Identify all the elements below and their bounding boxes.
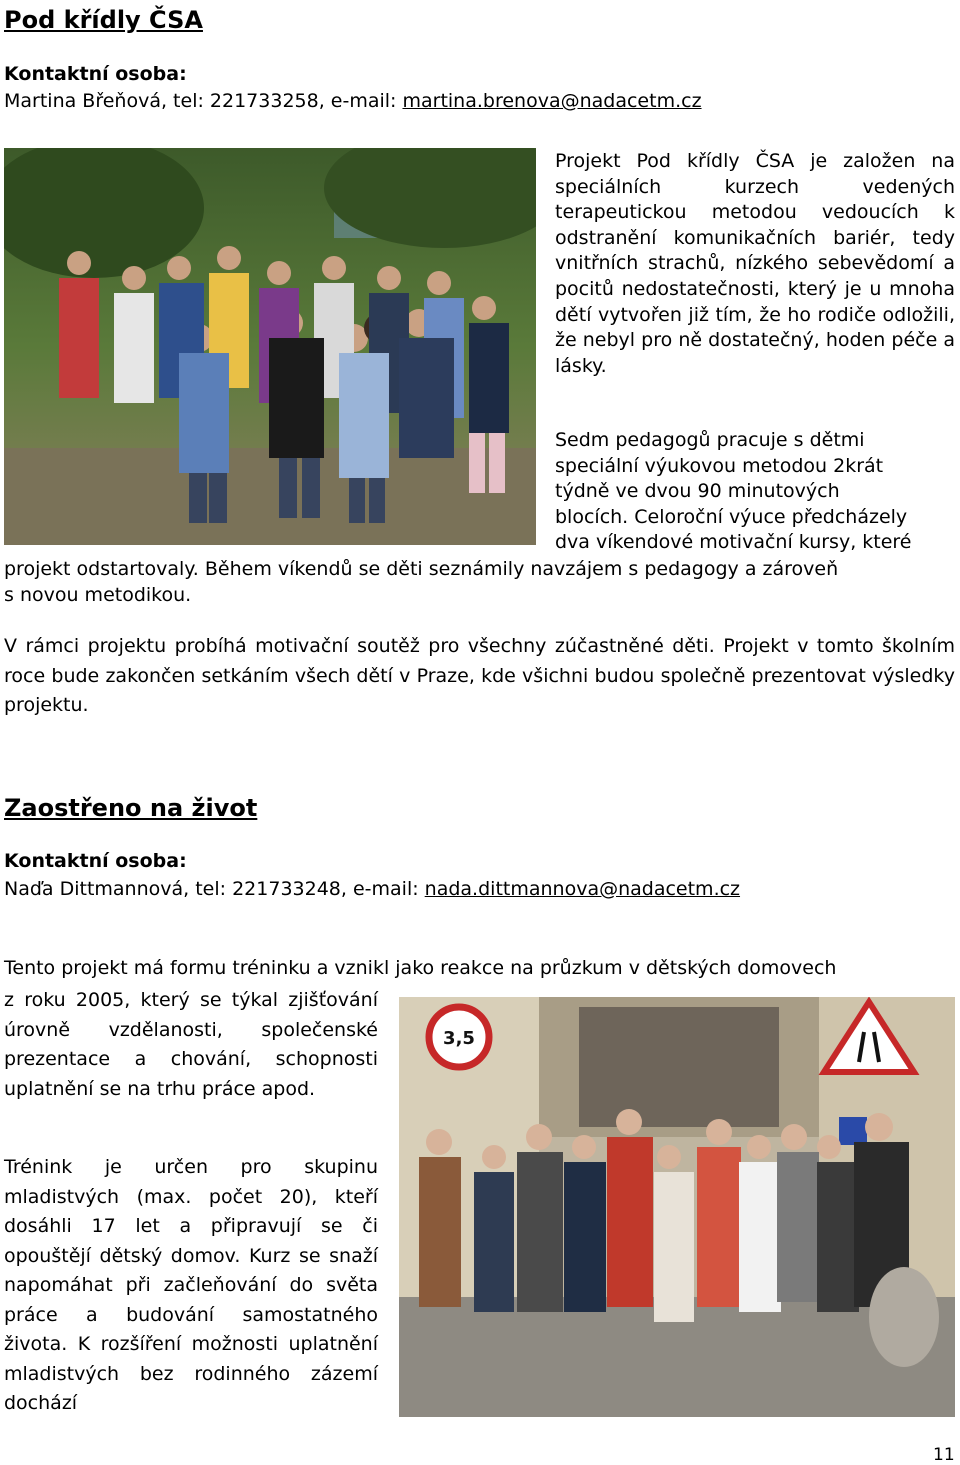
email-link-1[interactable]: martina.brenova@nadacetm.cz	[402, 90, 702, 112]
paragraph-project-intro: Projekt Pod křídly ČSA je založen na speciálních kurzech vedených terapeutickou metodou vedoucích k odstranění komunikačních bariér, tedy vnitřních strachů, nízkého sebevědomí a pocitů nedostatečnosti, který je u mnoha dětí vytvořen již tím, že ho rodiče odložili, že nebyl pro ně dostatečný, hoden péče a lásky.	[555, 150, 955, 377]
para2-continuation	[4, 556, 838, 608]
para2-cont-line-1: projekt odstartovaly. Během víkendů se děti seznámily navzájem s pedagogy a zároveň	[4, 558, 839, 580]
photo-group-children-park	[4, 148, 536, 545]
para2-cont-line-2: s novou metodikou.	[4, 584, 192, 606]
para2-line-4: blocích. Celoroční výuce předcházely	[555, 505, 908, 528]
section-title-pod-kridly: Pod křídly ČSA	[4, 6, 203, 34]
para-zaostreno-first-line: Tento projekt má formu tréninku a vznikl jako reakce na průzkum v dětských domovech	[4, 957, 837, 979]
photo-group-children-park-image	[4, 148, 536, 545]
paragraph-competition-text: V rámci projektu probíhá motivační soutěž pro všechny zúčastněné děti. Projekt v tomto školním roce bude zakončen setkáním všech dětí v Praze, kde všichni budou společně prezentovat výsledky projektu.	[4, 635, 955, 716]
text-column-1	[555, 149, 955, 379]
contact-line-2	[4, 878, 740, 900]
height-limit-sign-value: 3,5	[443, 1028, 475, 1049]
paragraph-competition	[4, 632, 955, 721]
paragraph-training: Trénink je určen pro skupinu mladistvých (max. počet 20), kteří dosáhli 17 let a připravují se či opouštějí dětský domov. Kurz se snaží napomáhat při začleňování do světa práce a budování samostatného života. K rozšíření možnosti uplatnění mladistvých bez rodinného zázemí dochází	[4, 1156, 378, 1414]
contact-label-2: Kontaktní osoba:	[4, 850, 187, 872]
email-link-2[interactable]: nada.dittmannova@nadacetm.cz	[424, 878, 741, 900]
text-column-3	[4, 986, 378, 1104]
para2-line-5: dva víkendové motivační kursy, které	[555, 531, 912, 554]
page-number: 11	[933, 1445, 955, 1465]
section-title-zaostreno: Zaostřeno na život	[4, 794, 258, 822]
photo-group-street-image	[399, 997, 955, 1417]
para2-line-3: týdně ve dvou 90 minutových	[555, 480, 840, 503]
text-column-4	[4, 1153, 378, 1419]
para2-line-1: Sedm pedagogů pracuje s dětmi	[555, 429, 865, 451]
para2-line-2: speciální výukovou metodou 2krát	[555, 454, 884, 477]
contact-info-2: Naďa Dittmannová, tel: 221733248, e-mail:	[4, 878, 425, 900]
contact-info-1: Martina Břeňová, tel: 221733258, e-mail:	[4, 90, 403, 112]
contact-label-1: Kontaktní osoba:	[4, 63, 187, 85]
contact-line-1	[4, 90, 702, 112]
paragraph-survey: z roku 2005, který se týkal zjišťování úrovně vzdělanosti, společenské prezentace a chování, schopnosti uplatnění se na trhu práce apod.	[4, 989, 378, 1100]
text-column-2	[555, 428, 912, 556]
photo-group-street	[399, 997, 955, 1417]
